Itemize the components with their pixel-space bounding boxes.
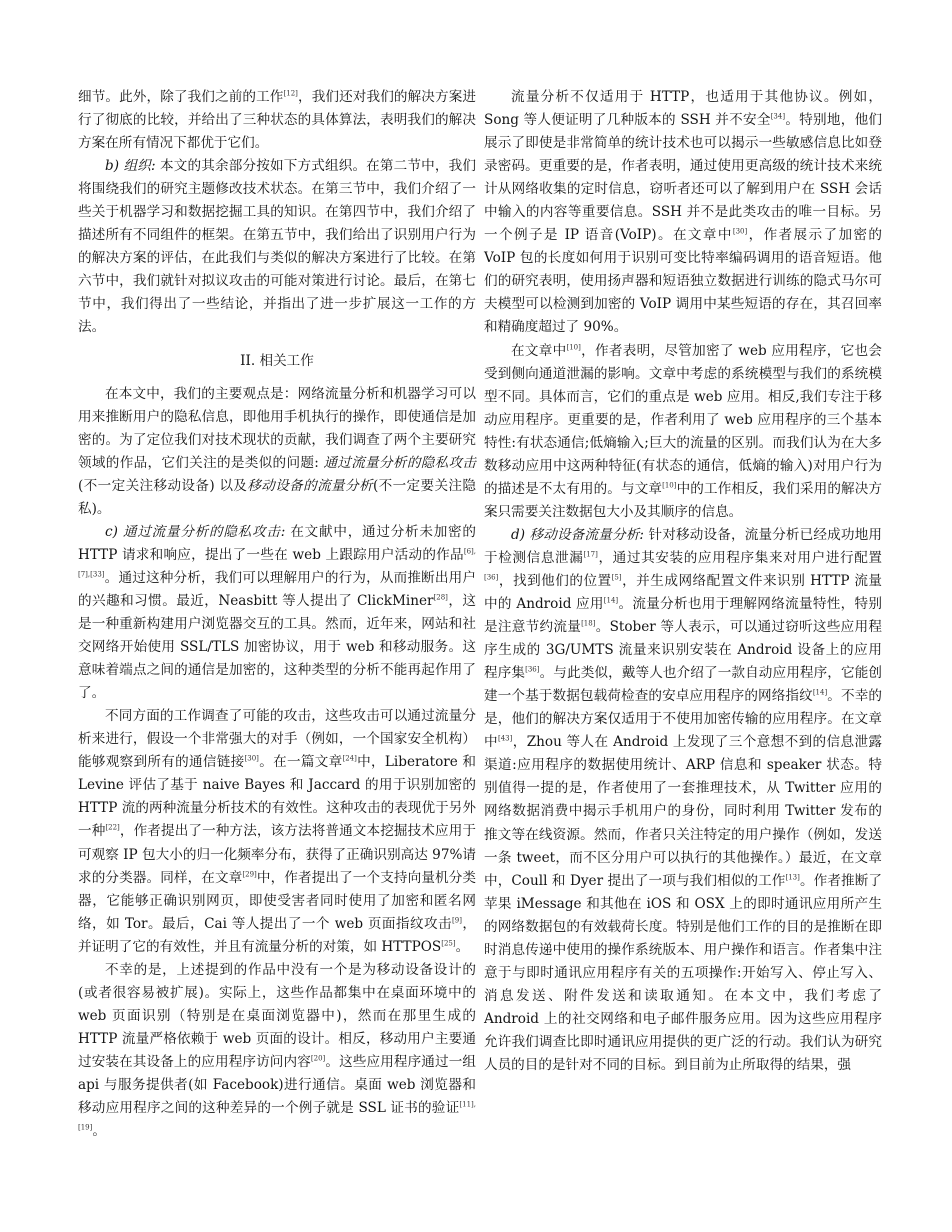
citation: [20] (310, 1054, 326, 1063)
text-run: (不一定要关注隐私)。 (78, 477, 476, 517)
citation: [24] (342, 754, 357, 763)
paragraph (78, 155, 476, 339)
paragraph (484, 340, 882, 524)
text-run: 中，作者提出了一个支持向量机分类器，它能够正确识别网页，即使受害者同时使用了加密和匿名网络，如 Tor。最后，Cai 等人提出了一个 web 页面指纹攻击 (78, 869, 477, 932)
citation: [11],[19] (78, 1100, 476, 1132)
text-run: 。不幸的是，他们的解决方案仅适用于不使用加密传输的应用程序。在文章中 (484, 688, 883, 751)
paragraph (78, 521, 476, 705)
citation: [13] (785, 873, 800, 882)
text-run: ，找到他们的位置 (498, 572, 612, 589)
citation: [17] (583, 550, 598, 559)
text-run: 。Stober 等人表示，可以通过窃听这些应用程序生成的 3G/UMTS 流量来识别安装在 Android 设备上的应用程序集 (484, 619, 882, 682)
text-run: 本文的其余部分按如下方式组织。在第二节中，我们将围绕我们的研究主题修改技术状态。在第三节中，我们介绍了一些关于机器学习和数据挖掘工具的知识。在第四节中，我们介绍了描述所有不同组件的框架。在第五节中，我们给出了识别用户行为的解决方案的评估，在此我们与类似的解决方案进行了比较。在第六节中，我们就针对拟议攻击的可能对策进行讨论。最后，在第七节中，我们得出了一些结论，并指出了进一步扩展这一工作的方法。 (78, 158, 476, 336)
citation: [29] (242, 870, 257, 879)
citation: [5] (611, 573, 622, 582)
section-heading: II. 相关工作 (240, 352, 314, 369)
text-run: 。特别地，他们展示了即使是非常简单的统计技术也可以揭示一些敏感信息比如登录密码。更重要的是，作者表明，通过使用更高级的统计技术来统计从网络收集的定时信息，窃听者还可以了解到用户在 SSH 会话中输入的内容等重要信息。SSH 并不是此类攻击的唯一目标。另一个例子是 IP 语音(VoIP)。在文章中 (484, 112, 883, 244)
text-run: ，我们还对我们的解决方案进行了彻底的比较，并给出了三种状态的具体算法，表明我们的解决方案在所有情况下都优于它们。 (78, 89, 477, 152)
text-run: 中，Liberatore 和 Levine 评估了基于 naive Bayes 和 Jaccard 的用于识别加密的 HTTP 流的两种流量分析技术的有效性。这种攻击的表现优于另外一种 (78, 754, 477, 840)
citation: [10] (566, 342, 581, 351)
citation: [25] (441, 939, 456, 948)
text-run: 。流量分析也用于理解网络流量特性，特别是注意节约流量 (484, 596, 882, 636)
citation: [14] (812, 688, 828, 697)
citation: [36] (525, 665, 540, 674)
text-run: 在文献中，通过分析未加密的 HTTP 请求和响应，提出了一些在 web 上跟踪用户活动的作品 (78, 523, 476, 563)
text-run: 在本文中，我们的主要观点是：网络流量分析和机器学习可以用来推断用户的隐私信息，即他用手机执行的操作，即使通信是加密的。为了定位我们对技术现状的贡献，我们调查了两个主要研究领域的作品，它们关注的是类似的问题: (78, 385, 476, 471)
text-run: ，作者提出了一种方法，该方法将普通文本挖掘技术应用于可观察 IP 包大小的归一化频率分布，获得了正确识别高达 97%请求的分类器。同样，在文章 (78, 823, 477, 886)
citation: [30] (732, 227, 748, 236)
text-run: 流量分析不仅适用于 HTTP，也适用于其他协议。例如，Song 等人便证明了几种版本的 SSH 并不安全 (484, 89, 882, 129)
paragraph (78, 383, 476, 521)
text-run: ，作者展示了加密的 VoIP 包的长度如何用于识别可变比特率编码调用的语音短语。他们的研究表明，使用扬声器和短语独立数据进行训练的隐式马尔可夫模型可以检测到加密的 VoIP 调用中某些短语的存在，其召回率和精确度超过了 90%。 (484, 227, 882, 336)
paragraph-label: c) 通过流量分析的隐私攻击: (105, 523, 286, 540)
citation: [22] (105, 823, 120, 832)
right-column (484, 86, 882, 1077)
text-run: 。 (92, 1123, 106, 1140)
citation: [9] (452, 916, 462, 925)
paragraph-label: d) 移动设备流量分析: (511, 526, 645, 543)
paragraph (78, 959, 476, 1143)
text-run: 。 (455, 938, 470, 955)
citation: [14] (603, 596, 619, 605)
citation: [28] (433, 593, 448, 602)
text-run: 。与此类似，戴等人也介绍了一款自动应用程序，它能创建一个基于数据包载荷检查的安卓应用程序的网络指纹 (484, 665, 883, 705)
text-run: 。这些应用程序通过一组 api 与服务提供者(如 Facebook)进行通信。桌面 web 浏览器和移动应用程序之间的这种差异的一个例子就是 SSL 证书的验证 (78, 1053, 477, 1117)
paragraph (78, 705, 476, 959)
citation: [30] (244, 754, 259, 763)
text-run: 细节。此外，除了我们之前的工作 (78, 89, 284, 105)
text-run: 中的工作相反，我们采用的解决方案只需要关注数据包大小及其顺序的信息。 (484, 480, 883, 520)
citation: [18] (581, 619, 596, 628)
text-run: ，并证明了它的有效性，并且有流量分析的对策，如 HTTPOS (78, 915, 477, 955)
text-run: 。在一篇文章 (258, 754, 343, 771)
text-run: 不同方面的工作调查了可能的攻击，这些攻击可以通过流量分析来进行，假设一个非常强大的对手（例如，一个国家安全机构）能够观察到所有的通信链接 (78, 708, 476, 771)
text-run: (不一定关注移动设备) 以及 (78, 477, 248, 494)
italic-run: 通过流量分析的隐私攻击 (323, 454, 476, 471)
paragraph (78, 86, 476, 155)
text-run: 针对移动设备，流量分析已经成功地用于检测信息泄漏 (484, 526, 882, 566)
citation: [36] (484, 573, 499, 582)
text-run: ，Zhou 等人在 Android 上发现了三个意想不到的信息泄露渠道:应用程序的数据使用统计、ARP 信息和 speaker 状态。特别值得一提的是，作者使用了一套推理技术，从 Twitter 应用的网络数据消费中揭示手机用户的身份，同时利用 Twitter 发布的推文等在线资源。然而，作者只关注特定的用户操作（例如，发送一条 tweet，而不区分用户可以执行的其他操作。）最近，在文章中，Coull 和 Dyer 提出了一项与我们相似的工作 (484, 734, 883, 889)
citation: [43] (497, 734, 513, 743)
citation: [6],[7],[33] (78, 547, 476, 579)
paragraph-label: b) 组织: (105, 158, 156, 175)
text-run: 。作者推断了苹果 iMessage 和其他在 iOS 和 OSX 上的即时通讯应用所产生的网络数据包的有效载荷长度。特别是他们工作的目的是推断在即时消息传递中使用的操作系统版本、用户操作和语言。作者集中注意于与即时通讯应用程序有关的五项操作:开始写入、停止写入、消息发送、附件发送和读取通知。在本文中，我们考虑了 Android 上的社交网络和电子邮件服务应用。因为这些应用程序允许我们调查比即时通讯应用提供的更广泛的行动。我们认为研究人员的目的是针对不同的目标。到目前为止所取得的结果，强 (484, 872, 883, 1073)
citation: [34] (770, 112, 786, 121)
text-run: ，这是一种重新构建用户浏览器交互的工具。然而，近年来，网站和社交网络开始使用 SSL/TLS 加密协议，用于 web 和移动服务。这意味着端点之间的通信是加密的，这种类型的分析不能再起作用了了。 (78, 592, 476, 702)
text-run: ，通过其安装的应用程序集来对用户进行配置 (597, 549, 883, 566)
text-run: 不幸的是，上述提到的作品中没有一个是为移动设备设计的(或者很容易被扩展)。实际上，这些作品都集中在桌面环境中的 web 页面识别（特别是在桌面浏览器中)，然而在那里生成的 HTTP 流量严格依赖于 web 页面的设计。相反，移动用户主要通过安装在其设备上的应用程序访问内容 (78, 961, 476, 1070)
paragraph (484, 524, 882, 1077)
italic-run: 移动设备的流量分析 (247, 477, 373, 494)
paragraph (484, 86, 882, 340)
text-run: 在文章中 (511, 342, 567, 359)
citation: [12] (283, 89, 298, 98)
text-run: ，作者表明，尽管加密了 web 应用程序，它也会受到侧向通道泄漏的影响。文章中考虑的系统模型与我们的系统模型不同。具体而言，它们的重点是 web 应用。相反,我们专注于移动应用程序。更重要的是，作者利用了 web 应用程序的三个基本特性:有状态通信;低熵输入;巨大的流量的区别。而我们认为在大多数移动应用中这两种特征(有状态的通信，低熵的输入)对用户行为的描述是不太有用的。与文章 (484, 342, 883, 497)
citation: [10] (662, 481, 677, 490)
text-run: ，并生成网络配置文件来识别 HTTP 流量中的 Android 应用 (484, 572, 883, 613)
left-column (78, 86, 476, 1143)
text-run: 。通过这种分析，我们可以理解用户的行为，从而推断出用户的兴趣和习惯。最近，Neasbitt 等人提出了 ClickMiner (78, 569, 476, 609)
